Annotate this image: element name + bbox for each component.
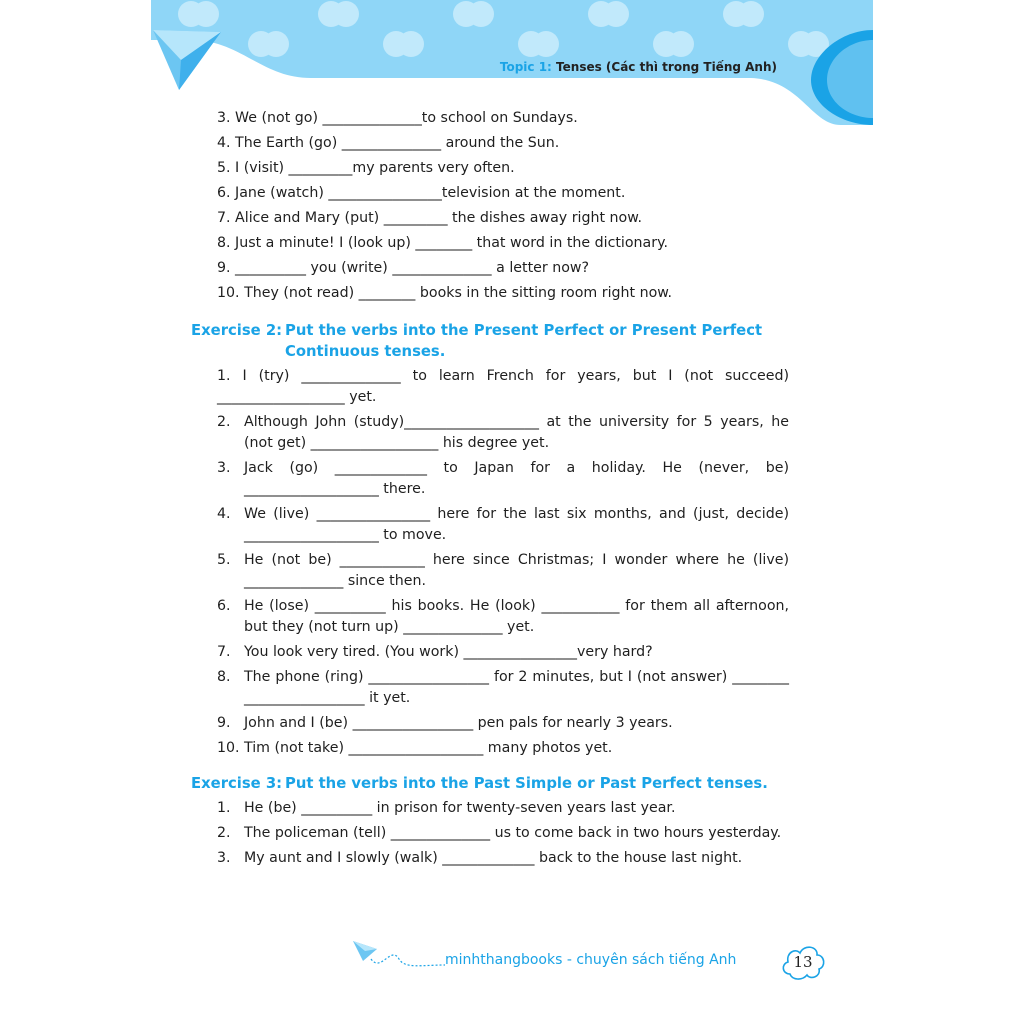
page-footer [351,935,811,985]
item-number: 10. [217,740,240,756]
exercise2-item [217,596,789,638]
item-number: 6. [217,598,231,614]
page-content [191,106,789,873]
exercise2-item-text: You look very tired. (You work) ________________very hard? [244,644,653,660]
exercise2-item [217,667,789,709]
page-number: 13 [793,953,813,971]
exercise2-item-text: I (try) ______________ to learn French for years, but I (not succeed) __________________ yet. [217,368,789,405]
exercise2-item-text: We (live) ________________ here for the last six months, and (just, decide) ___________________ to move. [244,506,789,543]
exercise1-item: 5. I (visit) _________my parents very often. [217,160,515,176]
exercise2-item [217,713,789,734]
exercise2-item-text: John and I (be) _________________ pen pals for nearly 3 years. [244,715,673,731]
exercise1-item: 10. They (not read) ________ books in the sitting room right now. [217,285,673,301]
exercise1-item: 6. Jane (watch) ________________television at the moment. [217,185,626,201]
exercise3-item-text: The policeman (tell) ______________ us to come back in two hours yesterday. [244,825,782,841]
exercise1-list [217,106,789,306]
exercise1-item: 9. __________ you (write) ______________ a letter now? [217,260,590,276]
exercise3-item-text: My aunt and I slowly (walk) _____________ back to the house last night. [244,850,743,866]
paper-plane-icon [351,935,451,985]
exercise1-item: 8. Just a minute! I (look up) ________ that word in the dictionary. [217,235,668,251]
exercise2-item [217,458,789,500]
exercise3-title: Put the verbs into the Past Simple or Past Perfect tenses. [285,775,768,792]
item-number: 2. [217,414,231,430]
exercise3-list [217,798,789,869]
footer-brand-text: minhthangbooks - chuyên sách tiếng Anh [445,952,737,968]
exercise3-item [217,823,789,844]
exercise3-item-text: He (be) __________ in prison for twenty-seven years last year. [244,800,676,816]
item-number: 7. [217,644,231,660]
exercise3-item [217,798,789,819]
exercise2-item-text: Although John (study)___________________ at the university for 5 years, he (not get) __________________ his degree yet. [244,414,789,451]
item-number: 9. [217,715,231,731]
exercise2-item [217,550,789,592]
book-page [151,0,873,1024]
exercise2-item [217,642,789,663]
exercise2-item-text: He (not be) ____________ here since Christmas; I wonder where he (live) ______________ since then. [244,552,789,589]
item-number: 4. [217,506,231,522]
exercise2-item-text: Jack (go) _____________ to Japan for a holiday. He (never, be) ___________________ there. [244,460,789,497]
topic-title: Tenses (Các thì trong Tiếng Anh) [556,60,777,74]
item-number: 5. [217,552,231,568]
exercise1-item: 3. We (not go) ______________to school on Sundays. [217,110,578,126]
exercise2-item [217,412,789,454]
exercise2-item-text: Tim (not take) ___________________ many photos yet. [244,740,613,756]
item-number: 2. [217,825,231,841]
exercise2-heading [191,320,791,362]
exercise2-item: 1. I (try) ______________ to learn French for years, but I (not succeed) __________________ yet. [217,368,789,405]
exercise3-heading [191,773,791,794]
item-number: 3. [217,850,231,866]
exercise2-item [217,738,789,759]
exercise1-item: 7. Alice and Mary (put) _________ the dishes away right now. [217,210,643,226]
exercise3-label: Exercise 3: [191,775,283,792]
exercise2-title-line1: Put the verbs into the Present Perfect or Present Perfect [285,322,763,339]
exercise1-item: 4. The Earth (go) ______________ around the Sun. [217,135,560,151]
paper-plane-icon [153,30,221,90]
exercise2-item [217,504,789,546]
exercise3-item [217,848,789,869]
item-number: 1. [217,800,231,816]
item-number: 3. [217,460,231,476]
topic-header [500,60,777,74]
exercise2-list [217,366,789,759]
exercise2-title-line2: Continuous tenses. [285,343,446,360]
item-number: 8. [217,669,231,685]
topic-prefix: Topic 1: [499,60,552,74]
exercise2-label: Exercise 2: [191,322,283,339]
exercise2-item-text: He (lose) __________ his books. He (look) ___________ for them all afternoon, but they (not turn up) ______________ yet. [244,598,789,635]
exercise2-item-text: The phone (ring) _________________ for 2 minutes, but I (not answer) ________ _________________ it yet. [244,669,789,706]
